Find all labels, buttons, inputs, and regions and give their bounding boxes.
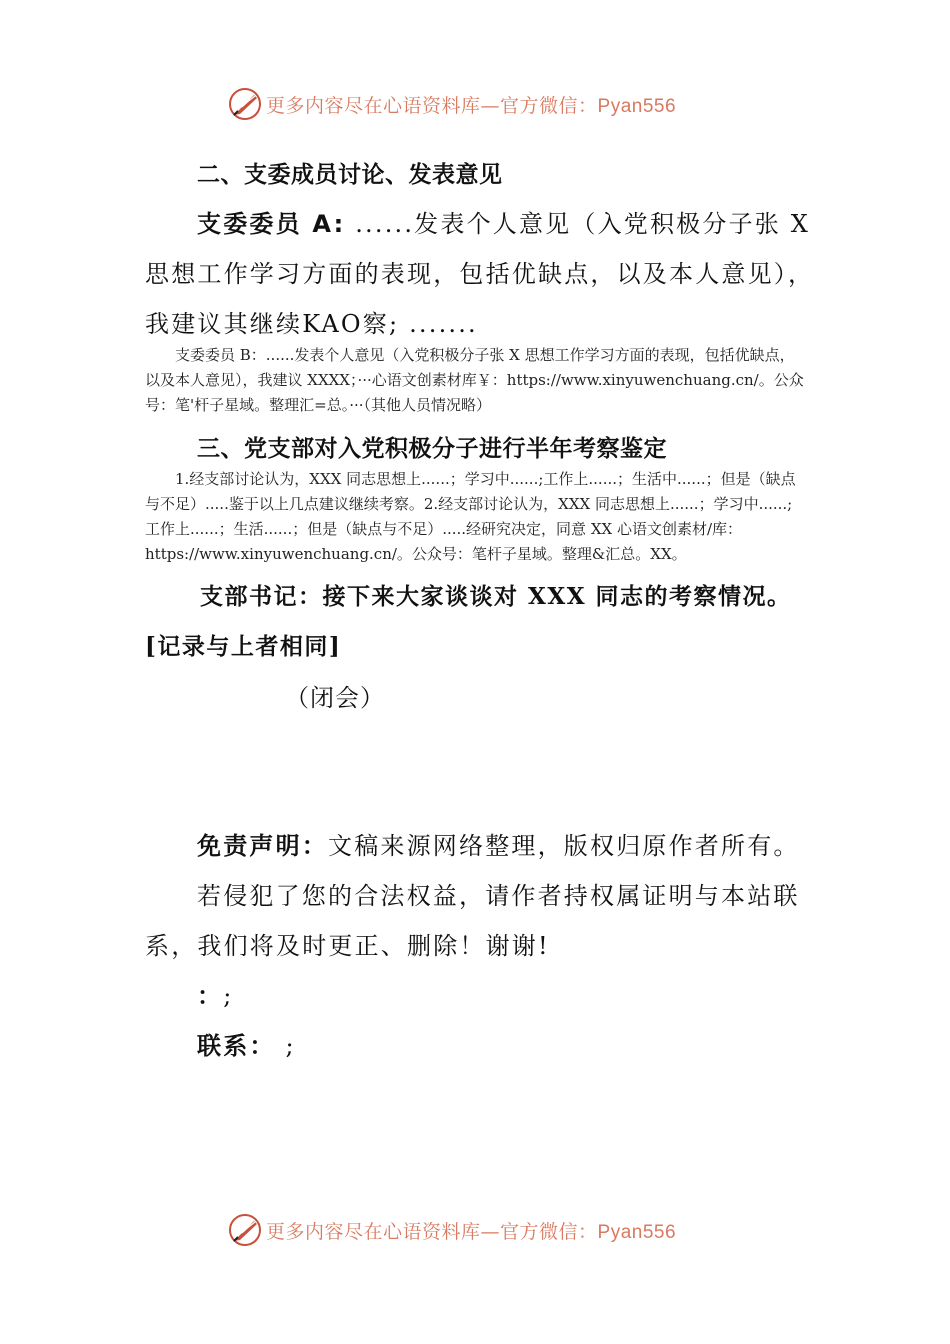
footer-watermark xyxy=(228,1212,676,1248)
close-meeting-line: （闭会） xyxy=(285,684,385,712)
disclaimer-label: 免责声明： xyxy=(197,832,328,860)
record-line: [记录与上者相同] xyxy=(145,633,342,660)
section2-heading: 二、支委成员讨论、发表意见 xyxy=(197,162,503,188)
header-watermark xyxy=(228,86,676,122)
quill-pen-logo-icon xyxy=(228,1213,262,1247)
member-a-line1: 支委委员 A: ......发表个人意见（入党积极分子张 X xyxy=(197,210,811,238)
watermark-text: 更多内容尽在心语资料库—官方微信：Pyan556 xyxy=(266,1220,677,1243)
member-b-paragraph: 支委委员 B：......发表个人意见（入党积极分子张 X 思想工作学习方面的表现，包括优缺点，以及本人意见），我建议 XXXX；···心语文创素材库￥：https://www.xinyuwenchuang.cn/。公众号：笔'杆子星域。整理汇=总。···（其他人员情况略） xyxy=(145,346,804,414)
contact-label: 联系： xyxy=(197,1032,276,1060)
member-a-line2: 思想工作学习方面的表现，包括优缺点，以及本人意见）， xyxy=(145,260,815,288)
secretary-line: 支部书记：接下来大家谈谈对 XXX 同志的考察情况。 xyxy=(200,583,792,610)
disclaimer-line2: 若侵犯了您的合法权益，请作者持权属证明与本站联 xyxy=(197,882,800,910)
quill-pen-logo-icon xyxy=(228,87,262,121)
contact-line: 联系： ; xyxy=(197,1032,296,1060)
member-a-line3: 我建议其继续KAO察; ....... xyxy=(145,310,478,338)
disclaimer-line3: 系，我们将及时更正、删除！谢谢! xyxy=(145,932,550,960)
member-a-label: 支委委员 A: xyxy=(197,210,346,238)
watermark-text: 更多内容尽在心语资料库—官方微信：Pyan556 xyxy=(266,94,677,117)
disclaimer-line1: 免责声明：文稿来源网络整理，版权归原作者所有。 xyxy=(197,832,800,860)
disclaimer-line4: ：; xyxy=(197,982,234,1010)
section3-paragraph: 1.经支部讨论认为，XXX 同志思想上......；学习中......;工作上......；生活中......；但是（缺点与不足）.....鉴于以上几点建议继续考察。2.经支部讨论认为，XXX 同志思想上......；学习中......;工作上......；生活......；但是（缺点与不足）.....经研究决定，同意 XX 心语文创素材/库：https://www.xinyuwenchuang.cn/。公众号：笔杆子星域。整理&汇总。XX。 xyxy=(145,470,796,563)
section3-heading: 三、党支部对入党积极分子进行半年考察鉴定 xyxy=(197,436,667,462)
